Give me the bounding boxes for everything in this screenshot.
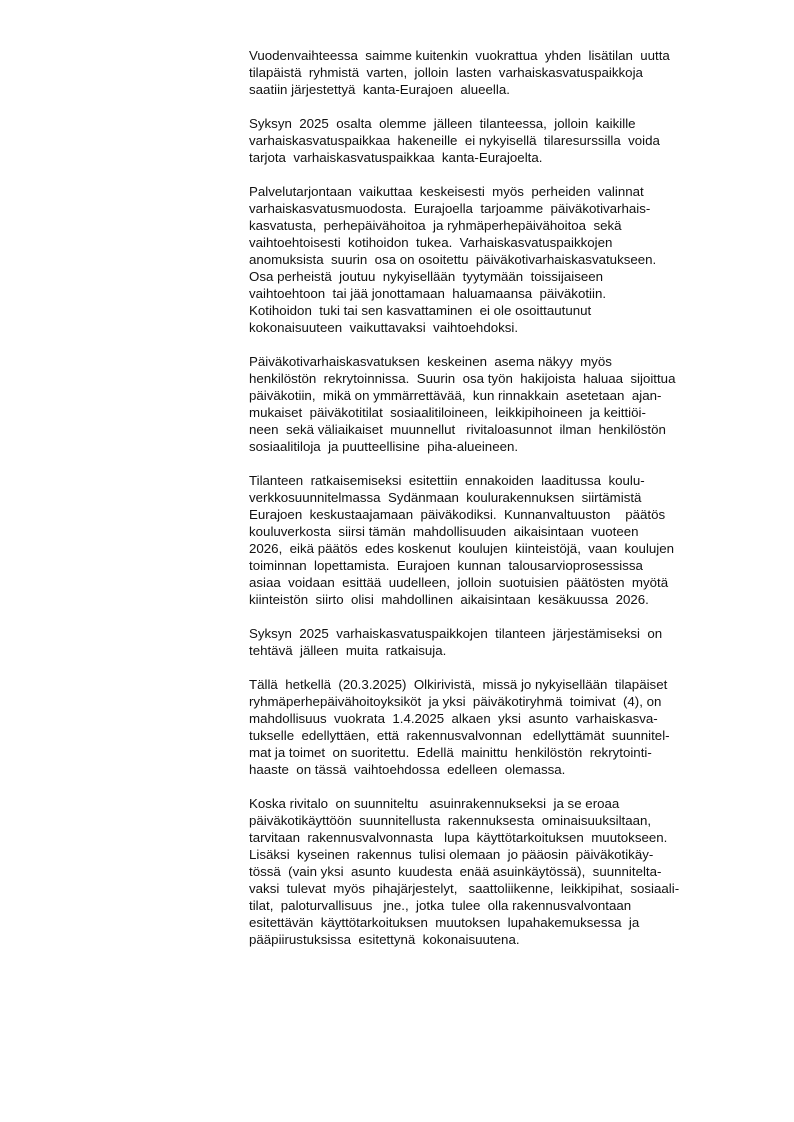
text-line: Osa perheistä joutuu nykyisellään tyytymään toissijaiseen bbox=[249, 269, 604, 284]
text-line: Tilanteen ratkaisemiseksi esitettiin ennakoiden laaditussa koulu- bbox=[249, 473, 645, 488]
text-line: kokonaisuuteen vaikuttavaksi vaihtoehdoksi. bbox=[249, 320, 519, 335]
text-line: kasvatusta, perhepäivähoitoa ja ryhmäperhepäivähoitoa sekä bbox=[249, 218, 622, 233]
text-line: kouluverkosta siirsi tämän mahdollisuuden aikaisintaan vuoteen bbox=[249, 524, 639, 539]
paragraph bbox=[249, 472, 739, 608]
text-line: Kotihoidon tuki tai sen kasvattaminen ei ole osoittautunut bbox=[249, 303, 592, 318]
text-line: tarjota varhaiskasvatuspaikkaa kanta-Eurajoelta. bbox=[249, 150, 543, 165]
text-line: asiaa voidaan esittää uudelleen, jolloin suotuisien päätösten myötä bbox=[249, 575, 669, 590]
paragraph bbox=[249, 115, 739, 166]
text-line: tössä (vain yksi asunto kuudesta enää asuinkäytössä), suunnitelta- bbox=[249, 864, 662, 879]
text-line: anomuksista suurin osa on osoitettu päiväkotivarhaiskasvatukseen. bbox=[249, 252, 657, 267]
text-line: saatiin järjestettyä kanta-Eurajoen alueella. bbox=[249, 82, 510, 97]
text-line: mukaiset päiväkotitilat sosiaalitiloineen, leikkipihoineen ja keittiöi- bbox=[249, 405, 646, 420]
text-line: Koska rivitalo on suunniteltu asuinrakennukseksi ja se eroaa bbox=[249, 796, 620, 811]
paragraph bbox=[249, 47, 739, 98]
text-line: päiväkotiin, mikä on ymmärrettävää, kun rinnakkain asetetaan ajan- bbox=[249, 388, 662, 403]
text-line: varhaiskasvatuspaikkaa hakeneille ei nykyisellä tilaresurssilla voida bbox=[249, 133, 660, 148]
text-line: Vuodenvaihteessa saimme kuitenkin vuokrattua yhden lisätilan uutta bbox=[249, 48, 670, 63]
text-line: Syksyn 2025 varhaiskasvatuspaikkojen tilanteen järjestämiseksi on bbox=[249, 626, 663, 641]
text-line: tilapäistä ryhmistä varten, jolloin lasten varhaiskasvatuspaikkoja bbox=[249, 65, 643, 80]
text-line: verkkosuunnitelmassa Sydänmaan koulurakennuksen siirtämistä bbox=[249, 490, 642, 505]
text-line: mahdollisuus vuokrata 1.4.2025 alkaen yksi asunto varhaiskasva- bbox=[249, 711, 658, 726]
text-line: tukselle edellyttäen, että rakennusvalvonnan edellyttämät suunnitel- bbox=[249, 728, 670, 743]
text-line: varhaiskasvatusmuodosta. Eurajoella tarjoamme päiväkotivarhais- bbox=[249, 201, 651, 216]
text-line: tilat, paloturvallisuus jne., jotka tulee olla rakennusvalvontaan bbox=[249, 898, 632, 913]
text-line: henkilöstön rekrytoinnissa. Suurin osa työn hakijoista haluaa sijoittua bbox=[249, 371, 676, 386]
text-line: Tällä hetkellä (20.3.2025) Olkirivistä, missä jo nykyisellään tilapäiset bbox=[249, 677, 668, 692]
text-line: sosiaalitiloja ja puutteellisine piha-alueineen. bbox=[249, 439, 519, 454]
paragraph bbox=[249, 795, 739, 948]
text-line: vaihtoehtoisesti kotihoidon tukea. Varhaiskasvatuspaikkojen bbox=[249, 235, 613, 250]
paragraph bbox=[249, 183, 739, 336]
text-line: kiinteistön siirto olisi mahdollinen aikaisintaan kesäkuussa 2026. bbox=[249, 592, 649, 607]
text-line: 2026, eikä päätös edes koskenut koulujen kiinteistöjä, vaan koulujen bbox=[249, 541, 675, 556]
text-line: neen sekä väliaikaiset muunnellut rivitaloasunnot ilman henkilöstön bbox=[249, 422, 666, 437]
text-line: haaste on tässä vaihtoehdossa edelleen olemassa. bbox=[249, 762, 566, 777]
paragraph bbox=[249, 625, 739, 659]
paragraph bbox=[249, 676, 739, 778]
text-line: Lisäksi kyseinen rakennus tulisi olemaan jo pääosin päiväkotikäy- bbox=[249, 847, 654, 862]
text-line: ryhmäperhepäivähoitoyksiköt ja yksi päiväkotiryhmä toimivat (4), on bbox=[249, 694, 662, 709]
text-line: tehtävä jälleen muita ratkaisuja. bbox=[249, 643, 447, 658]
text-line: päiväkotikäyttöön suunnitellusta rakennuksesta ominaisuuksiltaan, bbox=[249, 813, 652, 828]
text-line: tarvitaan rakennusvalvonnasta lupa käyttötarkoituksen muutokseen. bbox=[249, 830, 668, 845]
text-line: vaihtoehtoon tai jää jonottamaan haluamaansa päiväkotiin. bbox=[249, 286, 607, 301]
text-line: toiminnan lopettamista. Eurajoen kunnan talousarvioprosessissa bbox=[249, 558, 643, 573]
text-line: vaksi tulevat myös pihajärjestelyt, saattoliikenne, leikkipihat, sosiaali- bbox=[249, 881, 680, 896]
text-line: Palvelutarjontaan vaikuttaa keskeisesti myös perheiden valinnat bbox=[249, 184, 644, 199]
text-line: Syksyn 2025 osalta olemme jälleen tilanteessa, jolloin kaikille bbox=[249, 116, 636, 131]
text-line: esitettävän käyttötarkoituksen muutoksen lupahakemuksessa ja bbox=[249, 915, 640, 930]
text-line: mat ja toimet on suoritettu. Edellä mainittu henkilöstön rekrytointi- bbox=[249, 745, 652, 760]
body-text bbox=[249, 47, 739, 965]
text-line: Eurajoen keskustaajamaan päiväkodiksi. Kunnanvaltuuston päätös bbox=[249, 507, 666, 522]
text-line: Päiväkotivarhaiskasvatuksen keskeinen asema näkyy myös bbox=[249, 354, 612, 369]
paragraph bbox=[249, 353, 739, 455]
text-line: pääpiirustuksissa esitettynä kokonaisuutena. bbox=[249, 932, 520, 947]
